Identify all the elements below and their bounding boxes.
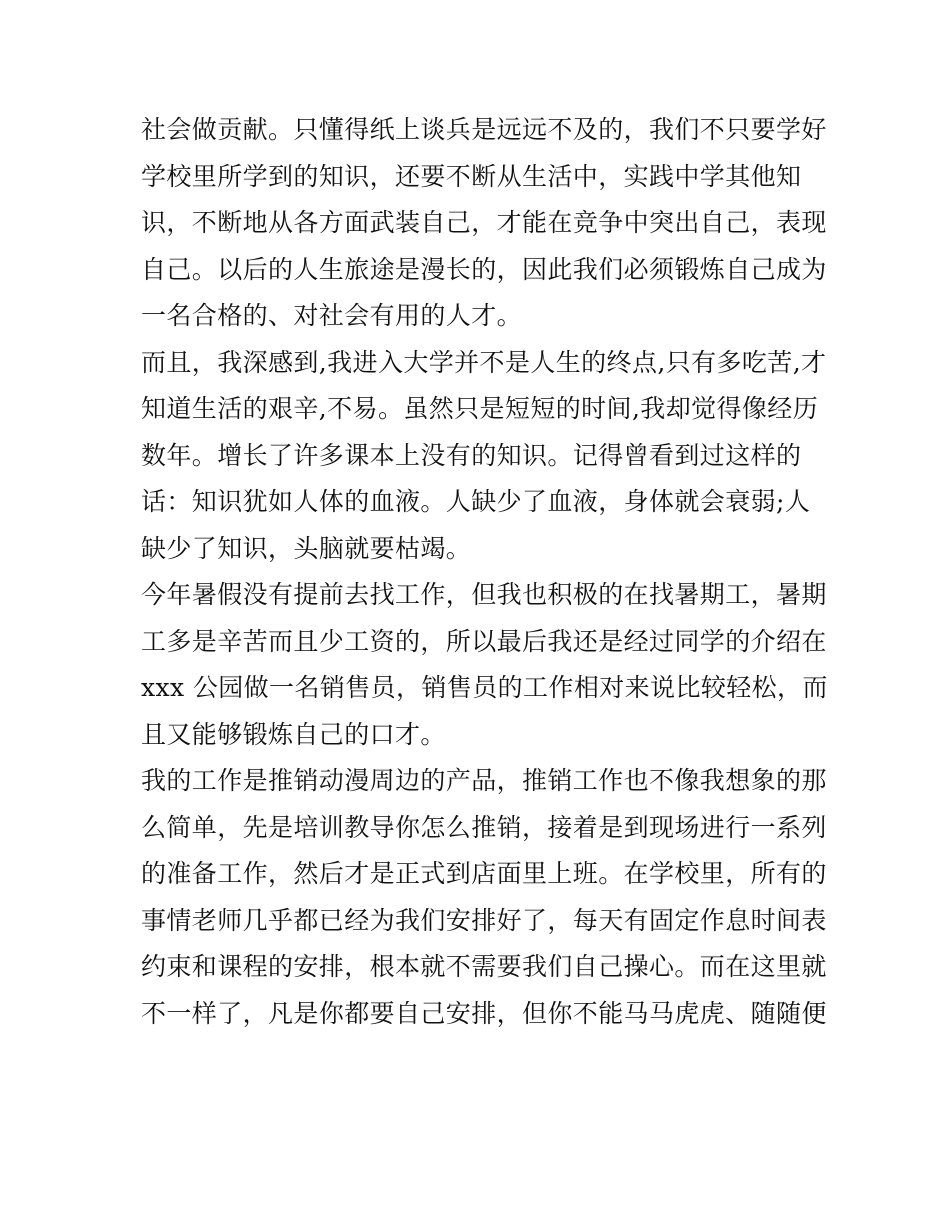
text-line: 且又能够锻炼自己的口才。 [141,719,446,749]
text-line: 缺少了知识，头脑就要枯竭。 [141,533,472,563]
paragraph-4 [141,758,827,1037]
text-line: 么简单，先是培训教导你怎么推销，接着是到现场进行一系列 [141,812,827,842]
text-line: 约束和课程的安排，根本就不需要我们自己操心。而在这里就 [141,952,827,981]
text-line: 不一样了，凡是你都要自己安排，但你不能马马虎虎、随随便 [141,998,827,1028]
text-line: 自己。以后的人生旅途是漫长的，因此我们必须锻炼自己成为 [141,254,827,284]
paragraph-3 [141,572,828,758]
text-line: 的准备工作，然后才是正式到店面里上班。在学校里，所有的 [141,859,827,888]
text-line: 社会做贡献。只懂得纸上谈兵是远远不及的，我们不只要学好 [141,115,827,144]
paragraph-2 [141,340,827,573]
text-line: 话：知识犹如人体的血液。人缺少了血液，身体就会衰弱;人 [141,487,811,516]
text-line: 工多是辛苦而且少工资的，所以最后我还是经过同学的介绍在 [141,626,827,656]
text-line: 事情老师几乎都已经为我们安排好了，每天有固定作息时间表 [141,905,827,935]
text-line: 知道生活的艰辛,不易。虽然只是短短的时间,我却觉得像经历 [141,394,819,423]
text-line: 数年。增长了许多课本上没有的知识。记得曾看到过这样的 [141,440,802,470]
paragraph-1 [141,107,827,340]
text-line: 我的工作是推销动漫周边的产品，推销工作也不像我想象的那 [141,766,827,795]
text-line: 今年暑假没有提前去找工作，但我也积极的在找暑期工，暑期 [141,580,827,609]
body-text [141,107,828,1037]
text-line: 而且，我深感到,我进入大学并不是人生的终点,只有多吃苦,才 [141,347,827,377]
text-line: 学校里所学到的知识，还要不断从生活中，实践中学其他知 [141,161,802,191]
text-line: xxx 公园做一名销售员，销售员的工作相对来说比较轻松，而 [141,673,828,702]
text-line: 一名合格的、对社会有用的人才。 [141,301,523,330]
text-line: 识，不断地从各方面武装自己，才能在竞争中突出自己，表现 [141,208,827,237]
